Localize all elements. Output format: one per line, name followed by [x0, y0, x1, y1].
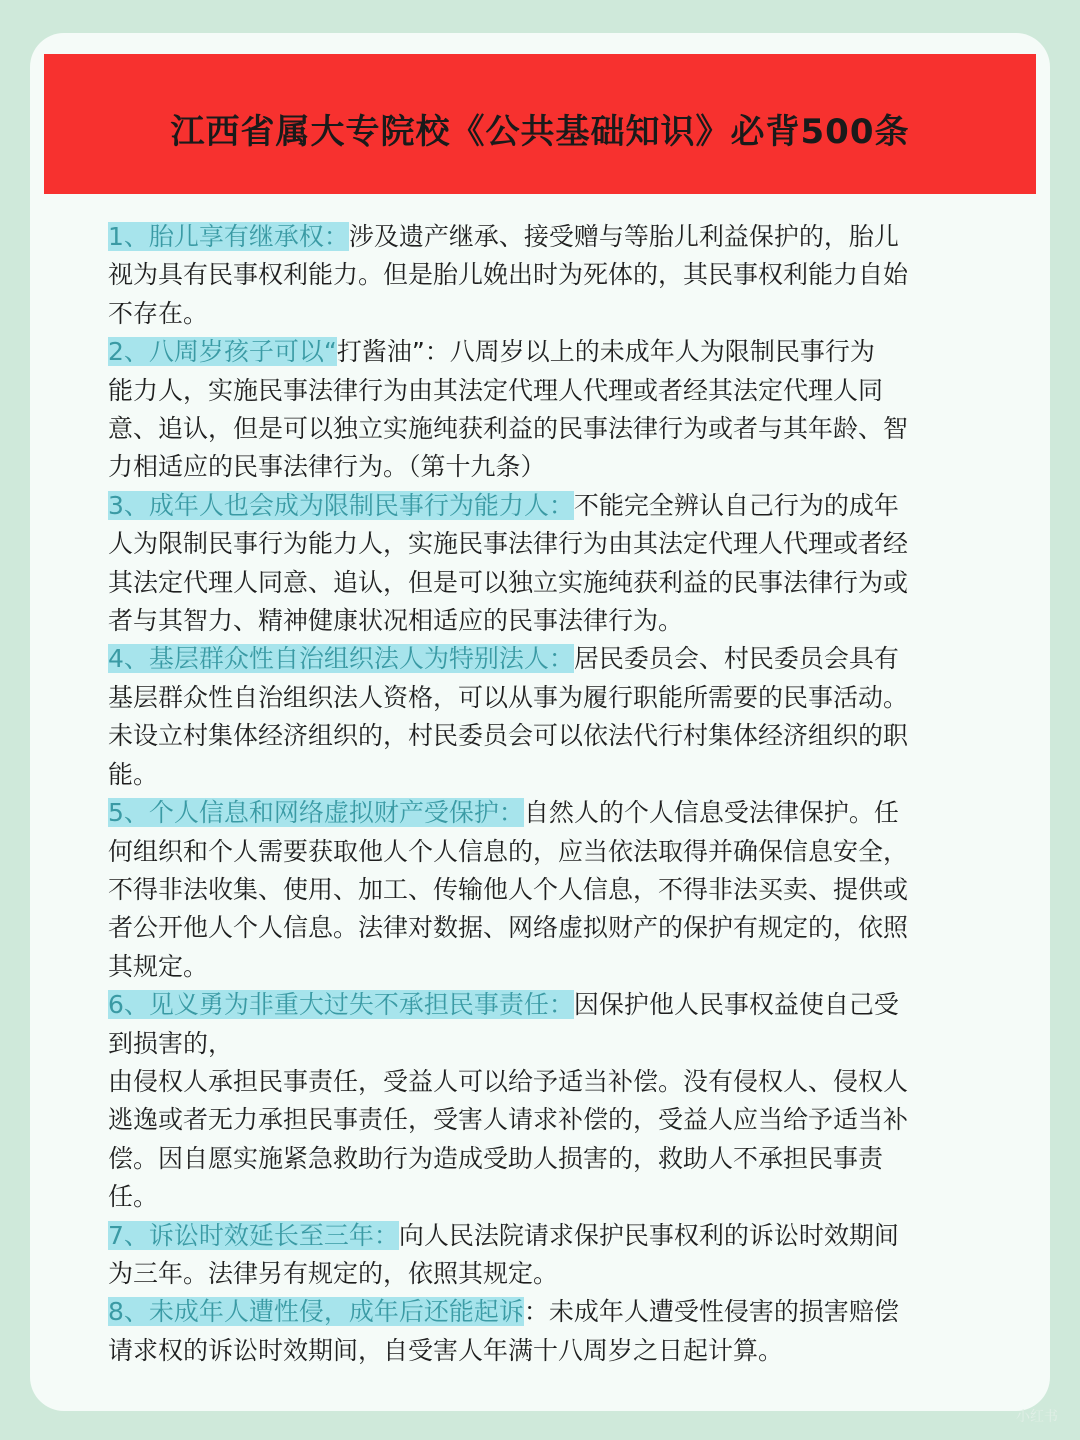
list-item: [108, 1217, 992, 1294]
list-item: [108, 218, 992, 333]
item-heading: 6、见义勇为非重大过失不承担民事责任：: [108, 990, 574, 1020]
item-heading: 7、诉讼时效延长至三年：: [108, 1220, 399, 1250]
item-text-line: 请求权的诉讼时效期间，自受害人年满十八周岁之日起计算。: [108, 1335, 784, 1365]
item-text-line: 能。: [108, 759, 159, 789]
item-text-line: 向人民法院请求保护民事权利的诉讼时效期间: [398, 1220, 899, 1250]
list-item: [108, 640, 992, 794]
item-text-line: 居民委员会、村民委员会具有: [573, 644, 899, 674]
item-heading: 2、八周岁孩子可以“: [108, 337, 337, 367]
item-heading: 4、基层群众性自治组织法人为特别法人：: [108, 644, 574, 674]
item-text-line: ：未成年人遭受性侵害的损害赔偿: [523, 1297, 899, 1327]
item-text-line: 视为具有民事权利能力。但是胎儿娩出时为死体的，其民事权利能力自始: [108, 260, 909, 290]
list-item: [108, 794, 992, 986]
item-heading: 8、未成年人遭性侵，成年后还能起诉: [108, 1297, 524, 1327]
item-text-line: 逃逸或者无力承担民事责任，受害人请求补偿的，受益人应当给予适当补: [108, 1105, 909, 1135]
item-text-line: 由侵权人承担民事责任，受益人可以给予适当补偿。没有侵权人、侵权人: [108, 1066, 909, 1096]
item-text-line: 其法定代理人同意、追认，但是可以独立实施纯获利益的民事法律行为或: [108, 567, 909, 597]
item-heading: 1、胎儿享有继承权：: [108, 222, 349, 251]
item-text-line: 任。: [108, 1182, 159, 1212]
item-text-line: 未设立村集体经济组织的，村民委员会可以依法代行村集体经济组织的职: [108, 721, 909, 751]
item-text-line: 基层群众性自治组织法人资格，可以从事为履行职能所需要的民事活动。: [108, 682, 909, 712]
item-text-line: 其规定。: [108, 951, 209, 981]
page-title: 江西省属大专院校《公共基础知识》必背500条: [170, 111, 910, 152]
item-text-line: 者公开他人个人信息。法律对数据、网络虚拟财产的保护有规定的，依照: [108, 913, 909, 943]
item-text-line: 因保护他人民事权益使自己受: [573, 990, 899, 1020]
item-text-line: 能力人，实施民事法律行为由其法定代理人代理或者经其法定代理人同: [108, 375, 884, 405]
knowledge-list: [108, 218, 992, 1370]
item-text-line: 者与其智力、精神健康状况相适应的民事法律行为。: [108, 606, 684, 636]
item-text-line: 不得非法收集、使用、加工、传输他人个人信息，不得非法买卖、提供或: [108, 874, 909, 904]
item-text-line: 偿。因自愿实施紧急救助行为造成受助人损害的，救助人不承担民事责: [108, 1143, 884, 1173]
item-text-line: 不存在。: [108, 298, 209, 328]
list-item: [108, 487, 992, 641]
item-text-line: 涉及遗产继承、接受赠与等胎儿利益保护的，胎儿: [348, 222, 899, 251]
list-item: [108, 333, 992, 487]
item-heading: 5、个人信息和网络虚拟财产受保护：: [108, 798, 524, 828]
title-banner: [44, 54, 1036, 194]
list-item: [108, 1293, 992, 1370]
item-text-line: 意、追认，但是可以独立实施纯获利益的民事法律行为或者与其年龄、智: [108, 414, 909, 444]
item-text-line: 打酱油”：八周岁以上的未成年人为限制民事行为: [336, 337, 875, 367]
item-text-line: 力相适应的民事法律行为。（第十九条）: [108, 452, 546, 482]
item-heading: 3、成年人也会成为限制民事行为能力人：: [108, 490, 574, 520]
item-text-line: 何组织和个人需要获取他人个人信息的，应当依法取得并确保信息安全，: [108, 836, 909, 866]
item-text-line: 自然人的个人信息受法律保护。任: [523, 798, 899, 828]
item-text-line: 为三年。法律另有规定的，依照其规定。: [108, 1258, 559, 1288]
watermark: 小红书: [1016, 1409, 1058, 1425]
item-text-line: 到损害的，: [108, 1028, 234, 1058]
item-text-line: 不能完全辨认自己行为的成年: [573, 490, 899, 520]
item-text-line: 人为限制民事行为能力人，实施民事法律行为由其法定代理人代理或者经: [108, 529, 909, 559]
list-item: [108, 986, 992, 1216]
